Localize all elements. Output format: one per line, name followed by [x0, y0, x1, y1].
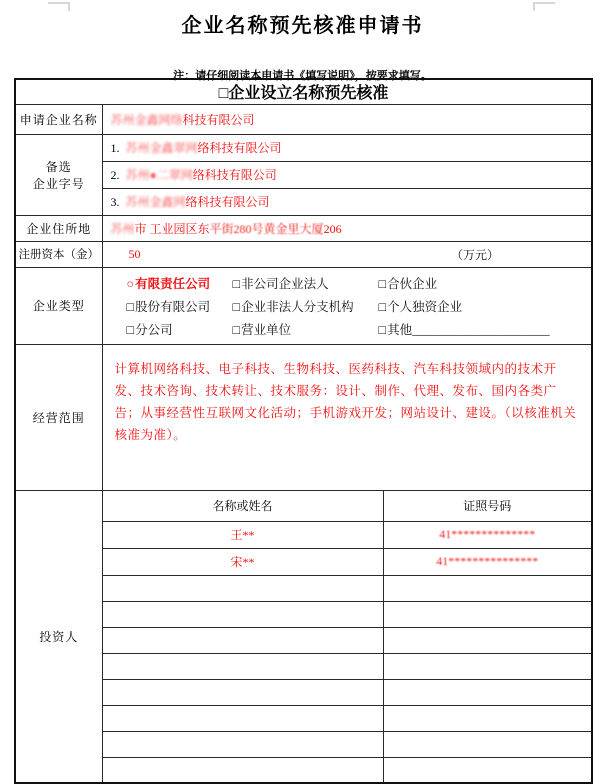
- empty-name-cell: [102, 601, 383, 627]
- investor-2-name: 宋**: [102, 548, 383, 575]
- empty-id-cell: [383, 705, 592, 731]
- section-header: □企业设立名称预先核准: [15, 79, 592, 104]
- margin-crop-mark-left-v: [68, 2, 70, 11]
- alternate-3-number: 3.: [110, 195, 120, 209]
- investor-empty-row: [15, 705, 592, 731]
- alternate-name-row-1: [15, 134, 592, 161]
- type-option-limited-liability: ○有限责任公司: [126, 276, 211, 291]
- address-label: 企业住所地: [15, 215, 102, 241]
- empty-name-cell: [102, 653, 383, 679]
- type-option-other: □其他______________________: [378, 322, 550, 337]
- empty-id-cell: [383, 601, 592, 627]
- investor-row-2: [15, 548, 592, 575]
- capital-label: 注册资本（金）: [15, 241, 102, 267]
- checkbox-mark: □: [126, 322, 135, 337]
- margin-crop-mark-left: [48, 2, 70, 4]
- capital-unit: （万元）: [451, 247, 500, 262]
- type-option-sole-proprietorship: □个人独资企业: [378, 299, 463, 314]
- investor-empty-row: [15, 627, 592, 653]
- application-form-table: [14, 78, 593, 784]
- note-text: 请仔细阅读本申请书《填写说明》，按要求填写。: [195, 70, 432, 82]
- checkbox-mark: □: [126, 299, 135, 314]
- section-header-row: [15, 79, 592, 104]
- type-option-branch-company: □分公司: [126, 322, 173, 337]
- empty-name-cell: [102, 705, 383, 731]
- empty-id-cell: [383, 731, 592, 757]
- alternate-label-line1: 备选: [45, 159, 72, 174]
- investor-empty-row: [15, 575, 592, 601]
- business-scope-text: 计算机网络科技、电子科技、生物科技、医药科技、汽车科技领域内的技术开发、技术咨询、技术转让、技术服务：设计、制作、代理、发布、国内各类广告；从事经营性互联网文化活动；手机游戏开发；网站设计、建设。（以核准机关核准为准）。: [114, 361, 577, 442]
- investors-label: 投资人: [15, 490, 102, 783]
- applicant-name-label: 申请企业名称: [15, 104, 102, 134]
- type-option-partnership: □合伙企业: [378, 276, 438, 291]
- alternate-name-row-3: [15, 188, 592, 215]
- investor-1-id: 41**************: [383, 521, 592, 548]
- investor-name-header: 名称或姓名: [102, 490, 383, 521]
- empty-id-cell: [383, 575, 592, 601]
- radio-selected-mark: ○: [126, 276, 135, 291]
- investor-row-1: [15, 521, 592, 548]
- checkbox-mark: □: [378, 276, 387, 291]
- address-value: 苏州市 工业园区东平街280号黄金里大厦206: [102, 215, 592, 241]
- alternate-name-3: [102, 188, 592, 215]
- applicant-name-value: 苏州金鑫网络科技有限公司: [102, 104, 592, 134]
- page-title: 企业名称预先核准申请书: [181, 15, 424, 37]
- investor-empty-row: [15, 653, 592, 679]
- checkbox-mark: □: [378, 299, 387, 314]
- investor-2-id: 41***************: [383, 548, 592, 575]
- empty-name-cell: [102, 627, 383, 653]
- address-row: [15, 215, 592, 241]
- alternate-3-value: 苏州金鑫网络科技有限公司: [125, 195, 270, 209]
- alternate-name-2: [102, 161, 592, 188]
- type-option-branch-non-legal: □企业非法人分支机构: [232, 299, 354, 314]
- investor-empty-row: [15, 601, 592, 627]
- business-scope-cell: [102, 344, 592, 490]
- investor-empty-row: [15, 731, 592, 757]
- empty-id-cell: [383, 679, 592, 705]
- checkbox-mark: □: [232, 276, 241, 291]
- alternate-name-1: [102, 134, 592, 161]
- capital-row: [15, 241, 592, 267]
- investor-1-name: 王**: [102, 521, 383, 548]
- note-prefix: 注：: [173, 70, 196, 82]
- capital-value: 50: [128, 246, 141, 261]
- other-fill-line: ______________________: [412, 322, 550, 337]
- checkbox-mark: □: [232, 322, 241, 337]
- empty-name-cell: [102, 731, 383, 757]
- checkbox-mark: □: [232, 299, 241, 314]
- empty-id-cell: [383, 627, 592, 653]
- empty-id-cell: [383, 757, 592, 783]
- margin-crop-mark-right: [533, 2, 555, 4]
- alternate-1-value: 苏州金鑫翠网络科技有限公司: [125, 141, 282, 155]
- investor-empty-row: [15, 679, 592, 705]
- checkbox-mark: □: [378, 322, 387, 337]
- empty-name-cell: [102, 575, 383, 601]
- capital-cell: [102, 241, 592, 267]
- company-type-label: 企业类型: [15, 267, 102, 344]
- empty-name-cell: [102, 757, 383, 783]
- alternate-2-value: 苏州●二翠网络科技有限公司: [125, 168, 277, 182]
- alternate-2-number: 2.: [110, 168, 120, 182]
- company-type-row: [15, 267, 592, 344]
- type-option-non-company-legal-person: □非公司企业法人: [232, 276, 329, 291]
- business-scope-row: [15, 344, 592, 490]
- investor-empty-row: [15, 757, 592, 783]
- alternate-names-label: [15, 134, 102, 215]
- business-scope-label: 经营范围: [15, 344, 102, 490]
- margin-crop-mark-right-v: [533, 2, 535, 11]
- alternate-1-number: 1.: [110, 141, 120, 155]
- company-type-options: [102, 267, 592, 344]
- alternate-label-line2: 企业字号: [32, 176, 85, 191]
- alternate-name-row-2: [15, 161, 592, 188]
- investor-id-header: 证照号码: [383, 490, 592, 521]
- investor-header-row: [15, 490, 592, 521]
- empty-id-cell: [383, 653, 592, 679]
- empty-name-cell: [102, 679, 383, 705]
- applicant-name-row: [15, 104, 592, 134]
- type-option-joint-stock: □股份有限公司: [126, 299, 211, 314]
- type-option-business-unit: □营业单位: [232, 322, 292, 337]
